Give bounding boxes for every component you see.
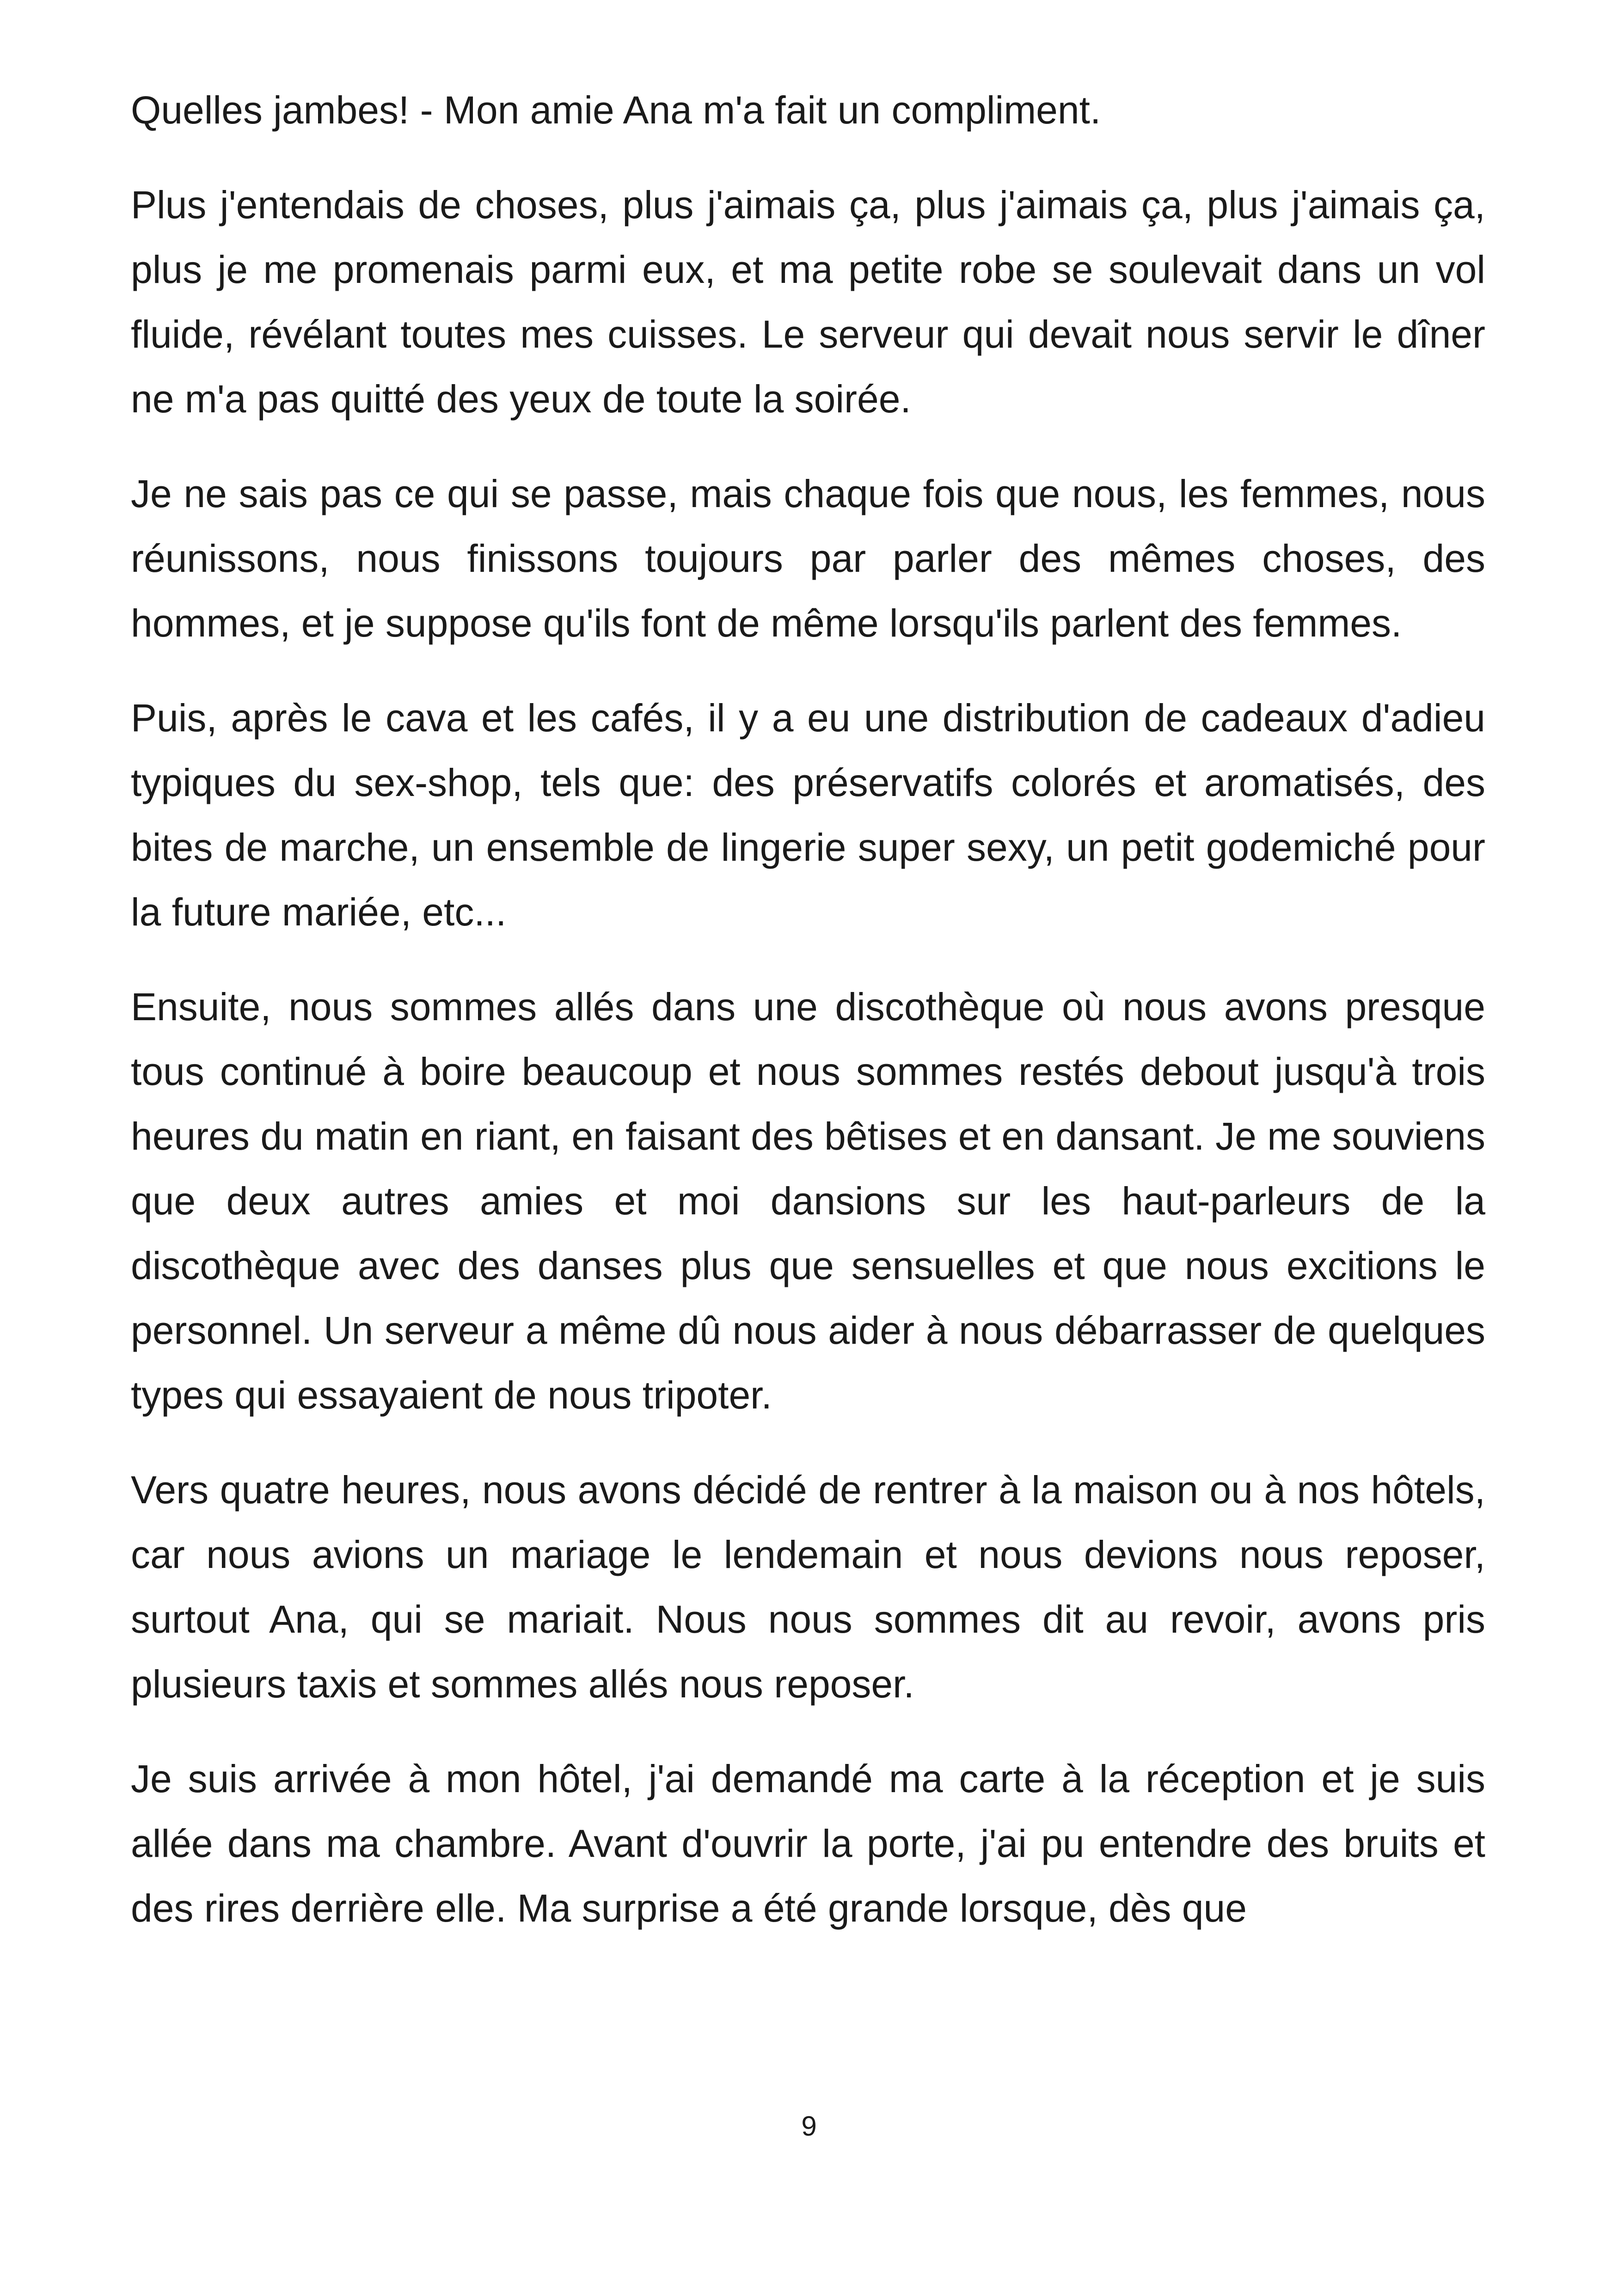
paragraph: Quelles jambes! - Mon amie Ana m'a fait un compliment. <box>131 88 1101 132</box>
paragraph: Je suis arrivée à mon hôtel, j'ai demandé ma carte à la réception et je suis allée dans ma chambre. Avant d'ouvrir la porte, j'ai pu entendre des bruits et des rires derrière elle. Ma surprise a été grande lorsque, dès que <box>131 1757 1485 1930</box>
paragraph: Plus j'entendais de choses, plus j'aimais ça, plus j'aimais ça, plus j'aimais ça, plus je me promenais parmi eux, et ma petite robe se soulevait dans un vol fluide, révélant toutes mes cuisses. Le serveur qui devait nous servir le dîner ne m'a pas quitté des yeux de toute la soirée. <box>131 183 1485 421</box>
paragraph: Vers quatre heures, nous avons décidé de rentrer à la maison ou à nos hôtels, car nous avions un mariage le lendemain et nous devions nous reposer, surtout Ana, qui se mariait. Nous nous sommes dit au revoir, avons pris plusieurs taxis et sommes allés nous reposer. <box>131 1468 1485 1706</box>
body-text <box>131 78 1485 1971</box>
page-number: 9 <box>801 2111 817 2142</box>
paragraph: Je ne sais pas ce qui se passe, mais chaque fois que nous, les femmes, nous réunissons, nous finissons toujours par parler des mêmes choses, des hommes, et je suppose qu'ils font de même lorsqu'ils parlent des femmes. <box>131 472 1485 645</box>
paragraph: Ensuite, nous sommes allés dans une discothèque où nous avons presque tous continué à boire beaucoup et nous sommes restés debout jusqu'à trois heures du matin en riant, en faisant des bêtises et en dansant. Je me souviens que deux autres amies et moi dansions sur les haut-parleurs de la discothèque avec des danses plus que sensuelles et que nous excitions le personnel. Un serveur a même dû nous aider à nous débarrasser de quelques types qui essayaient de nous tripoter. <box>131 985 1485 1417</box>
paragraph: Puis, après le cava et les cafés, il y a eu une distribution de cadeaux d'adieu typiques du sex-shop, tels que: des préservatifs colorés et aromatisés, des bites de marche, un ensemble de lingerie super sexy, un petit godemiché pour la future mariée, etc... <box>131 696 1485 934</box>
